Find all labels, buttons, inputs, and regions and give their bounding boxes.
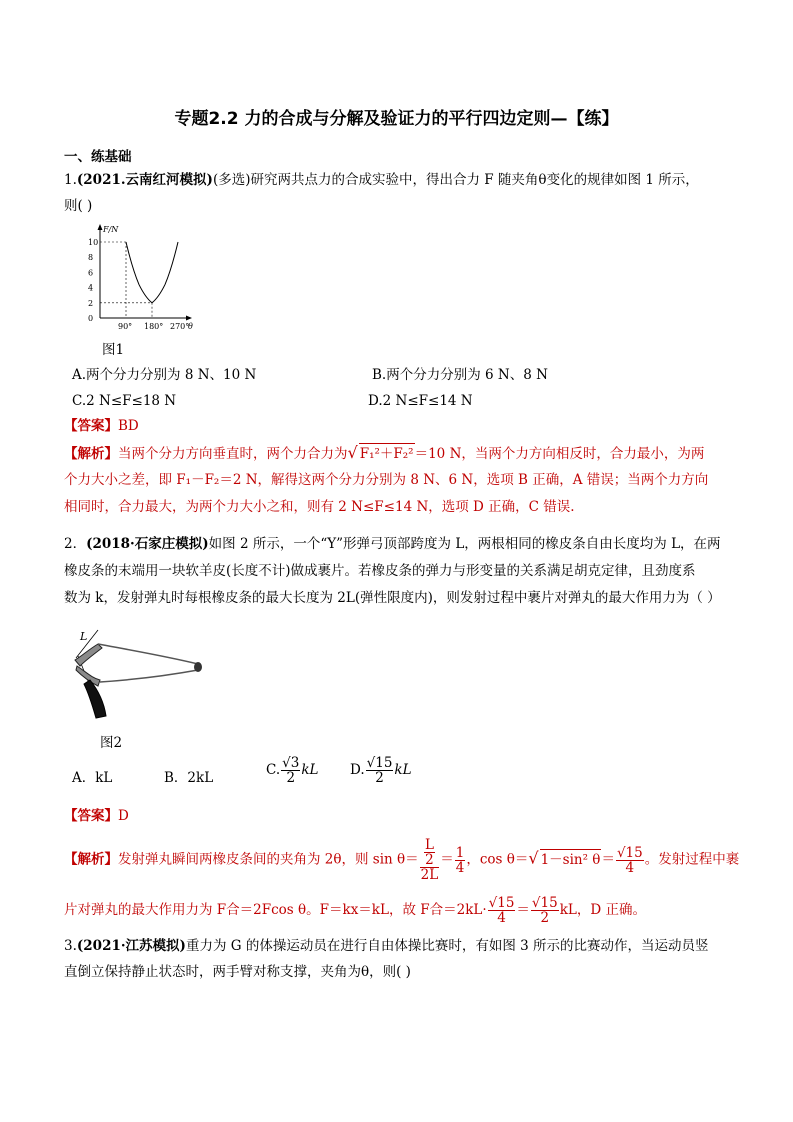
sqrt-sign: √ bbox=[528, 848, 539, 868]
fork-top-arm bbox=[75, 644, 102, 666]
q1-option-c: C.2 N≤F≤18 N bbox=[72, 393, 177, 409]
numerator: √15 bbox=[488, 895, 515, 911]
x-tick-label: 90° bbox=[118, 322, 133, 331]
numerator: 1 bbox=[455, 844, 465, 861]
q3-line1 bbox=[64, 936, 709, 956]
q2-source: (2018·石家庄模拟) bbox=[86, 536, 209, 552]
x-tick-label: 270° bbox=[170, 322, 190, 331]
q2-option-d bbox=[350, 756, 412, 785]
q1-option-a: A.两个分力分别为 8 N、10 N bbox=[72, 367, 257, 383]
answer-label: 【答案】 bbox=[64, 418, 118, 434]
denominator: 2 bbox=[540, 910, 550, 926]
q2-analysis-line1 bbox=[64, 838, 739, 882]
denominator: 4 bbox=[455, 859, 465, 876]
section-heading: 一、练基础 bbox=[64, 149, 132, 165]
numerator: √15 bbox=[531, 895, 558, 911]
q2-number: 2． bbox=[64, 536, 87, 552]
q1-line2: 则( ) bbox=[64, 198, 93, 214]
y-tick-label: 2 bbox=[88, 298, 94, 308]
equals: ＝ bbox=[601, 851, 615, 868]
denominator: 2L bbox=[420, 867, 439, 883]
span-label: L bbox=[80, 630, 88, 643]
y-axis-arrow bbox=[98, 224, 103, 230]
figure-1-chart bbox=[70, 222, 200, 334]
fraction bbox=[531, 896, 559, 925]
denominator: 2 bbox=[375, 770, 384, 786]
option-letter: D. bbox=[350, 762, 365, 778]
q2-stem: 如图 2 所示，一个“Y”形弹弓顶部跨度为 L，两根相同的橡皮条自由长度均为 L，在两 bbox=[208, 536, 721, 552]
q1-analysis-line3: 相同时，合力最大，为两个力大小之和，则有 2 N≤F≤14 N，选项 D 正确，C 错误. bbox=[64, 499, 575, 515]
fraction bbox=[455, 846, 466, 875]
q1-option-d: D.2 N≤F≤14 N bbox=[368, 393, 473, 409]
equals: ＝ bbox=[440, 851, 454, 868]
q2-option-a: A．kL bbox=[72, 770, 113, 786]
denominator: 2 bbox=[425, 852, 434, 868]
analysis-text: 发射弹丸瞬间两橡皮条间的夹角为 2θ，则 sin θ＝ bbox=[118, 851, 419, 868]
q1-line1 bbox=[64, 170, 699, 190]
q2-line2: 橡皮条的末端用一块软羊皮(长度不计)做成裹片。若橡皮条的弹力与形变量的关系满足胡克定律，且劲度系 bbox=[64, 563, 696, 579]
rubber-band-bottom bbox=[100, 670, 198, 682]
y-tick-label: 0 bbox=[88, 314, 94, 323]
q1-option-b: B.两个分力分别为 6 N、8 N bbox=[372, 367, 548, 383]
q2-line1 bbox=[64, 534, 721, 554]
figure-2-caption: 图2 bbox=[100, 735, 123, 751]
denominator: 2 bbox=[286, 770, 296, 786]
answer-label: 【答案】 bbox=[64, 808, 118, 824]
numerator: L bbox=[424, 837, 434, 853]
q1-analysis-line1 bbox=[64, 443, 704, 464]
sqrt-sign: √ bbox=[347, 443, 358, 462]
q3-stem: 重力为 G 的体操运动员在进行自由体操比赛时，有如图 3 所示的比赛动作，当运动员竖 bbox=[185, 938, 709, 954]
analysis-text: ＝10 N，当两个力方向相反时，合力最小，为两 bbox=[414, 446, 705, 462]
q3-source: (2021·江苏模拟) bbox=[76, 938, 186, 954]
rubber-band-top bbox=[98, 644, 198, 664]
denominator: 4 bbox=[497, 910, 506, 926]
q2-line3: 数为 k，发射弹丸时每根橡皮条的最大长度为 2L(弹性限度内)，则发射过程中裹片对弹丸的最大作用力为（ ） bbox=[64, 590, 721, 606]
figure-2-slingshot bbox=[70, 622, 210, 722]
option-unit: kL bbox=[394, 762, 412, 778]
q1-source: (2021.云南红河模拟) bbox=[76, 172, 213, 188]
sqrt-body: F₁²＋F₂² bbox=[359, 443, 415, 464]
q3-line2: 直倒立保持静止状态时，两手臂对称支撑，夹角为θ，则( ) bbox=[64, 964, 411, 980]
y-tick-label: 10 bbox=[88, 238, 99, 247]
page-title: 专题2.2 力的合成与分解及验证力的平行四边定则—【练】 bbox=[174, 109, 619, 129]
q3-number: 3. bbox=[64, 938, 77, 954]
sqrt-body: 1－sin² θ bbox=[540, 849, 602, 870]
fraction bbox=[488, 896, 516, 925]
compound-fraction bbox=[420, 838, 440, 882]
q2-analysis-line2 bbox=[64, 896, 646, 925]
x-axis-label: θ bbox=[188, 322, 193, 331]
q1-answer bbox=[64, 416, 139, 436]
y-tick-label: 4 bbox=[88, 283, 94, 293]
fraction bbox=[366, 756, 394, 785]
analysis-text: kL，D 正确。 bbox=[559, 902, 646, 918]
pouch bbox=[194, 662, 202, 672]
y-axis-label: F/N bbox=[103, 225, 119, 234]
numerator: √15 bbox=[616, 844, 643, 861]
q1-stem: (多选)研究两共点力的合成实验中，得出合力 F 随夹角θ变化的规律如图 1 所示， bbox=[212, 172, 699, 188]
analysis-text: 。发射过程中裹 bbox=[644, 851, 740, 868]
numerator: √15 bbox=[366, 755, 393, 771]
denominator: 4 bbox=[625, 859, 635, 876]
fraction bbox=[616, 846, 644, 875]
analysis-label: 【解析】 bbox=[64, 446, 118, 462]
x-tick-labels bbox=[118, 322, 189, 331]
q2-option-c bbox=[266, 756, 319, 785]
q1-number: 1. bbox=[64, 172, 77, 188]
guide-lines bbox=[100, 242, 152, 318]
force-curve bbox=[126, 242, 178, 303]
option-letter: C. bbox=[266, 762, 281, 778]
answer-value: D bbox=[118, 808, 129, 824]
inner-fraction bbox=[424, 838, 435, 867]
q1-analysis-line2: 个力大小之差，即 F₁－F₂＝2 N，解得这两个分力分别为 8 N、6 N，选项 B 正确，A 错误；当两个力方向 bbox=[64, 472, 709, 488]
y-tick-label: 6 bbox=[88, 268, 94, 278]
q2-answer bbox=[64, 806, 129, 826]
y-tick-labels bbox=[88, 238, 98, 323]
y-tick-label: 8 bbox=[88, 253, 94, 263]
numerator bbox=[420, 838, 440, 868]
analysis-label: 【解析】 bbox=[64, 851, 118, 868]
option-unit: kL bbox=[301, 762, 319, 778]
answer-value: BD bbox=[118, 418, 139, 434]
numerator: √3 bbox=[282, 755, 300, 771]
equals: ＝ bbox=[516, 902, 530, 918]
figure-1-caption: 图1 bbox=[102, 342, 125, 358]
fraction bbox=[281, 756, 300, 785]
analysis-text: 当两个分力方向垂直时，两个力合力为 bbox=[118, 446, 348, 462]
analysis-text: ，cos θ＝ bbox=[466, 851, 529, 868]
x-tick-label: 180° bbox=[144, 322, 164, 331]
q2-option-b: B．2kL bbox=[164, 770, 214, 786]
analysis-text: 片对弹丸的最大作用力为 F合＝2Fcos θ。F＝kx＝kL，故 F合＝2kL· bbox=[64, 902, 487, 918]
x-axis-arrow bbox=[186, 316, 192, 321]
handle bbox=[84, 680, 106, 718]
